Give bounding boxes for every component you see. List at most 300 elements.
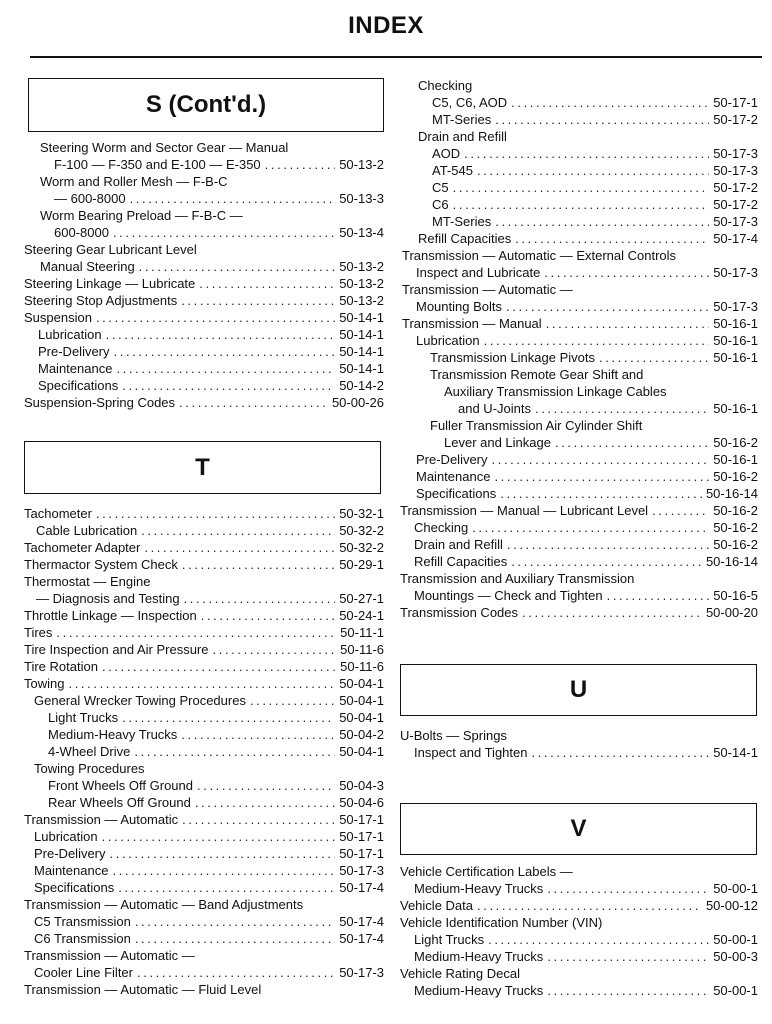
- index-entry: [38, 360, 384, 377]
- page-reference: 50-04-1: [339, 676, 384, 691]
- entry-label: Vehicle Certification Labels —: [400, 864, 573, 879]
- dot-leader: [118, 879, 335, 896]
- page-reference: 50-17-4: [339, 880, 384, 895]
- entry-label: Auxiliary Transmission Linkage Cables: [444, 384, 667, 399]
- dot-leader: [484, 332, 710, 349]
- entry-label: Drain and Refill: [414, 537, 503, 552]
- page-reference: 50-00-3: [713, 949, 758, 964]
- dot-leader: [144, 539, 335, 556]
- dot-leader: [135, 913, 335, 930]
- page-reference: 50-17-3: [713, 265, 758, 280]
- page-reference: 50-17-2: [713, 112, 758, 127]
- entry-label: Towing: [24, 676, 65, 691]
- dot-leader: [112, 862, 335, 879]
- dot-leader: [114, 343, 336, 360]
- dot-leader: [495, 111, 709, 128]
- page-reference: 50-17-4: [339, 914, 384, 929]
- page-reference: 50-13-2: [339, 157, 384, 172]
- entry-label: Drain and Refill: [418, 129, 507, 144]
- entry-label: Vehicle Identification Number (VIN): [400, 915, 603, 930]
- dot-leader: [599, 349, 709, 366]
- entry-label: 4-Wheel Drive: [48, 744, 131, 759]
- dot-leader: [507, 536, 709, 553]
- index-entry: [414, 931, 758, 948]
- index-entry: [444, 434, 758, 451]
- dot-leader: [199, 275, 335, 292]
- index-entry: [34, 913, 384, 930]
- index-entry: [430, 417, 642, 434]
- entry-label: C5: [432, 180, 449, 195]
- page-reference: 50-14-1: [339, 344, 384, 359]
- index-entry: [432, 179, 758, 196]
- index-entry: [24, 947, 195, 964]
- index-entry: [414, 744, 758, 761]
- entry-label: C6: [432, 197, 449, 212]
- dot-leader: [515, 230, 709, 247]
- index-entry: [34, 930, 384, 947]
- index-entry: [36, 590, 384, 607]
- page-reference: 50-00-1: [713, 932, 758, 947]
- entry-label: General Wrecker Towing Procedures: [34, 693, 246, 708]
- index-entry: [54, 156, 384, 173]
- entry-label: Checking: [418, 78, 473, 93]
- entry-label: U-Bolts — Springs: [400, 728, 507, 743]
- dot-leader: [102, 828, 336, 845]
- dot-leader: [511, 553, 702, 570]
- index-entry: [400, 965, 520, 982]
- dot-leader: [102, 658, 336, 675]
- dot-leader: [122, 377, 335, 394]
- index-entry: [400, 863, 573, 880]
- dot-leader: [139, 258, 336, 275]
- dot-leader: [607, 587, 710, 604]
- entry-label: and U-Joints: [458, 401, 531, 416]
- dot-leader: [130, 190, 336, 207]
- index-entry: [458, 400, 758, 417]
- index-entry: [34, 862, 384, 879]
- index-entry: [40, 207, 243, 224]
- index-entry: [24, 981, 261, 998]
- page-reference: 50-17-3: [339, 965, 384, 980]
- index-entry: [418, 230, 758, 247]
- entry-label: Worm and Roller Mesh — F-B-C: [40, 174, 228, 189]
- entry-label: Maintenance: [416, 469, 491, 484]
- dot-leader: [197, 777, 335, 794]
- entry-label: Tachometer Adapter: [24, 540, 141, 555]
- entry-label: Worm Bearing Preload — F-B-C —: [40, 208, 243, 223]
- entry-label: C5 Transmission: [34, 914, 131, 929]
- entry-label: Vehicle Data: [400, 898, 473, 913]
- section-header-t: T: [24, 441, 381, 494]
- page-reference: 50-13-4: [339, 225, 384, 240]
- page-reference: 50-04-2: [339, 727, 384, 742]
- entry-label: Transmission — Automatic —: [24, 948, 195, 963]
- dot-leader: [531, 744, 709, 761]
- index-entry: [24, 556, 384, 573]
- page-reference: 50-17-3: [339, 863, 384, 878]
- dot-leader: [511, 94, 709, 111]
- index-entry: [54, 190, 384, 207]
- entry-label: Transmission — Manual: [402, 316, 542, 331]
- index-entry: [24, 624, 384, 641]
- page-reference: 50-32-1: [339, 506, 384, 521]
- page-reference: 50-00-20: [705, 605, 758, 620]
- page-reference: 50-11-6: [340, 659, 384, 674]
- dot-leader: [195, 794, 335, 811]
- page-reference: 50-17-1: [339, 812, 384, 827]
- entry-label: Steering Linkage — Lubricate: [24, 276, 196, 291]
- entry-label: Manual Steering: [40, 259, 135, 274]
- index-entry: [48, 777, 384, 794]
- page-reference: 50-17-2: [713, 180, 758, 195]
- page-reference: 50-16-2: [713, 435, 758, 450]
- entry-label: Specifications: [38, 378, 119, 393]
- entry-label: Refill Capacities: [418, 231, 512, 246]
- entry-label: AT-545: [432, 163, 473, 178]
- index-entry: [38, 377, 384, 394]
- dot-leader: [492, 451, 710, 468]
- entry-label: Light Trucks: [48, 710, 119, 725]
- entry-label: Transmission — Automatic — External Controls: [402, 248, 677, 263]
- page-reference: 50-16-1: [713, 333, 758, 348]
- entry-label: Cable Lubrication: [36, 523, 138, 538]
- page-reference: 50-04-6: [339, 795, 384, 810]
- index-entry: [430, 366, 643, 383]
- dot-leader: [182, 811, 335, 828]
- entry-label: Suspension: [24, 310, 92, 325]
- dot-leader: [137, 964, 335, 981]
- section-header-u: U: [400, 664, 757, 716]
- dot-leader: [106, 326, 336, 343]
- index-entry: [416, 332, 758, 349]
- page-reference: 50-16-1: [713, 401, 758, 416]
- dot-leader: [96, 505, 335, 522]
- index-entry: [416, 451, 758, 468]
- entry-label: Tire Inspection and Air Pressure: [24, 642, 209, 657]
- entry-label: Fuller Transmission Air Cylinder Shift: [430, 418, 643, 433]
- dot-leader: [113, 224, 335, 241]
- index-entry: [416, 485, 758, 502]
- dot-leader: [135, 930, 335, 947]
- dot-leader: [179, 394, 328, 411]
- index-entry: [414, 982, 758, 999]
- index-entry: [430, 349, 758, 366]
- index-entry: [48, 726, 384, 743]
- entry-label: Thermactor System Check: [24, 557, 178, 572]
- index-entry: [34, 692, 384, 709]
- index-entry: [24, 241, 197, 258]
- page-reference: 50-00-26: [331, 395, 384, 410]
- entry-label: Rear Wheels Off Ground: [48, 795, 191, 810]
- index-entry: [24, 641, 384, 658]
- index-entry: [24, 275, 384, 292]
- dot-leader: [464, 145, 709, 162]
- entry-label: — 600-8000: [54, 191, 126, 206]
- index-entry: [432, 213, 758, 230]
- entry-label: Light Trucks: [414, 932, 485, 947]
- index-entry: [444, 383, 667, 400]
- entry-label: Transmission and Auxiliary Transmission: [400, 571, 635, 586]
- page-reference: 50-00-12: [705, 898, 758, 913]
- entry-label: MT-Series: [432, 112, 492, 127]
- dot-leader: [477, 162, 709, 179]
- section-header-v: V: [400, 803, 757, 855]
- entry-label: Medium-Heavy Trucks: [48, 727, 178, 742]
- page-reference: 50-13-2: [339, 276, 384, 291]
- page-reference: 50-04-1: [339, 693, 384, 708]
- entry-label: F-100 — F-350 and E-100 — E-350: [54, 157, 261, 172]
- entry-label: Specifications: [34, 880, 115, 895]
- index-entry: [54, 224, 384, 241]
- index-entry: [24, 675, 384, 692]
- entry-label: Lubrication: [34, 829, 98, 844]
- entry-label: Lever and Linkage: [444, 435, 551, 450]
- entry-label: Checking: [414, 520, 469, 535]
- dot-leader: [184, 590, 336, 607]
- section-header-s: S (Cont'd.): [28, 78, 384, 132]
- index-entry: [38, 343, 384, 360]
- page-reference: 50-13-2: [339, 259, 384, 274]
- dot-leader: [477, 897, 702, 914]
- page-reference: 50-16-1: [713, 452, 758, 467]
- dot-leader: [547, 948, 709, 965]
- entry-label: Pre-Delivery: [416, 452, 488, 467]
- entry-label: Tires: [24, 625, 53, 640]
- entry-label: Medium-Heavy Trucks: [414, 949, 544, 964]
- index-entry: [402, 247, 676, 264]
- dot-leader: [201, 607, 335, 624]
- index-entry: [414, 587, 758, 604]
- index-entry: [432, 162, 758, 179]
- page-reference: 50-17-1: [713, 95, 758, 110]
- index-entry: [402, 281, 573, 298]
- entry-label: Tire Rotation: [24, 659, 98, 674]
- dot-leader: [68, 675, 335, 692]
- page-reference: 50-16-14: [705, 486, 758, 501]
- index-entry: [34, 845, 384, 862]
- index-entry: [400, 727, 507, 744]
- page-reference: 50-14-2: [339, 378, 384, 393]
- page-reference: 50-14-1: [339, 361, 384, 376]
- page-reference: 50-17-3: [713, 299, 758, 314]
- page-reference: 50-14-1: [713, 745, 758, 760]
- dot-leader: [547, 982, 709, 999]
- entry-label: Throttle Linkage — Inspection: [24, 608, 197, 623]
- dot-leader: [472, 519, 709, 536]
- entry-label: Medium-Heavy Trucks: [414, 983, 544, 998]
- index-entry: [418, 128, 507, 145]
- page-reference: 50-16-14: [705, 554, 758, 569]
- page-reference: 50-32-2: [339, 523, 384, 538]
- title-rule: [30, 56, 762, 58]
- entry-label: Thermostat — Engine: [24, 574, 151, 589]
- dot-leader: [555, 434, 709, 451]
- entry-label: Transmission Remote Gear Shift and: [430, 367, 644, 382]
- dot-leader: [546, 315, 710, 332]
- page-reference: 50-11-1: [340, 625, 384, 640]
- entry-label: 600-8000: [54, 225, 109, 240]
- page-reference: 50-11-6: [340, 642, 384, 657]
- page-reference: 50-16-2: [713, 469, 758, 484]
- entry-label: Mounting Bolts: [416, 299, 502, 314]
- entry-label: Transmission Codes: [400, 605, 519, 620]
- dot-leader: [116, 360, 335, 377]
- page-reference: 50-16-2: [713, 520, 758, 535]
- entry-label: Transmission — Automatic: [24, 812, 179, 827]
- dot-leader: [535, 400, 709, 417]
- page-reference: 50-04-1: [339, 744, 384, 759]
- dot-leader: [134, 743, 335, 760]
- entry-label: Mountings — Check and Tighten: [414, 588, 603, 603]
- dot-leader: [494, 468, 709, 485]
- entry-label: C5, C6, AOD: [432, 95, 508, 110]
- page-reference: 50-17-3: [713, 146, 758, 161]
- index-entry: [432, 145, 758, 162]
- index-entry: [24, 394, 384, 411]
- entry-label: C6 Transmission: [34, 931, 131, 946]
- entry-label: AOD: [432, 146, 461, 161]
- index-entry: [24, 292, 384, 309]
- index-entry: [400, 604, 758, 621]
- entry-label: Tachometer: [24, 506, 92, 521]
- entry-label: Specifications: [416, 486, 497, 501]
- index-entry: [24, 573, 150, 590]
- entry-label: Pre-Delivery: [38, 344, 110, 359]
- index-entry: [414, 519, 758, 536]
- entry-label: Steering Gear Lubricant Level: [24, 242, 197, 257]
- index-entry: [34, 828, 384, 845]
- page-title: INDEX: [348, 12, 424, 39]
- index-entry: [402, 315, 758, 332]
- entry-label: Transmission Linkage Pivots: [430, 350, 595, 365]
- dot-leader: [506, 298, 709, 315]
- dot-leader: [181, 292, 335, 309]
- entry-label: MT-Series: [432, 214, 492, 229]
- dot-leader: [453, 179, 710, 196]
- entry-label: Transmission — Automatic — Fluid Level: [24, 982, 262, 997]
- dot-leader: [96, 309, 335, 326]
- index-entry: [24, 505, 384, 522]
- dot-leader: [110, 845, 336, 862]
- index-entry: [400, 570, 634, 587]
- index-entry: [34, 760, 145, 777]
- dot-leader: [141, 522, 335, 539]
- page-reference: 50-27-1: [339, 591, 384, 606]
- entry-label: Front Wheels Off Ground: [48, 778, 193, 793]
- index-entry: [400, 897, 758, 914]
- index-entry: [48, 709, 384, 726]
- dot-leader: [213, 641, 337, 658]
- index-entry: [24, 309, 384, 326]
- dot-leader: [495, 213, 709, 230]
- dot-leader: [488, 931, 709, 948]
- page-reference: 50-17-4: [713, 231, 758, 246]
- index-entry: [34, 879, 384, 896]
- page-reference: 50-24-1: [339, 608, 384, 623]
- dot-leader: [547, 880, 709, 897]
- page-reference: 50-17-3: [713, 163, 758, 178]
- page-reference: 50-17-3: [713, 214, 758, 229]
- index-entry: [432, 196, 758, 213]
- index-entry: [40, 173, 228, 190]
- dot-leader: [56, 624, 336, 641]
- index-entry: [24, 896, 303, 913]
- page-reference: 50-04-1: [339, 710, 384, 725]
- dot-leader: [122, 709, 335, 726]
- page-reference: 50-04-3: [339, 778, 384, 793]
- index-entry: [400, 914, 602, 931]
- entry-label: Inspect and Lubricate: [416, 265, 541, 280]
- entry-label: Medium-Heavy Trucks: [414, 881, 544, 896]
- entry-label: Towing Procedures: [34, 761, 145, 776]
- page-reference: 50-14-1: [339, 310, 384, 325]
- entry-label: — Diagnosis and Testing: [36, 591, 180, 606]
- index-entry: [400, 502, 758, 519]
- page-reference: 50-17-1: [339, 846, 384, 861]
- page-reference: 50-17-2: [713, 197, 758, 212]
- dot-leader: [544, 264, 709, 281]
- entry-label: Inspect and Tighten: [414, 745, 528, 760]
- entry-label: Transmission — Manual — Lubricant Level: [400, 503, 649, 518]
- entry-label: Lubrication: [38, 327, 102, 342]
- index-entry: [24, 811, 384, 828]
- entry-label: Refill Capacities: [414, 554, 508, 569]
- entry-label: Steering Worm and Sector Gear — Manual: [40, 140, 289, 155]
- entry-label: Maintenance: [34, 863, 109, 878]
- index-entry: [432, 94, 758, 111]
- entry-label: Pre-Delivery: [34, 846, 106, 861]
- index-entry: [24, 607, 384, 624]
- index-entry: [418, 77, 472, 94]
- index-entry: [414, 880, 758, 897]
- index-entry: [24, 539, 384, 556]
- entry-label: Maintenance: [38, 361, 113, 376]
- index-entry: [36, 522, 384, 539]
- index-entry: [48, 743, 384, 760]
- entry-label: Transmission — Automatic — Band Adjustments: [24, 897, 304, 912]
- index-entry: [48, 794, 384, 811]
- entry-label: Cooler Line Filter: [34, 965, 133, 980]
- page-reference: 50-32-2: [339, 540, 384, 555]
- dot-leader: [265, 156, 336, 173]
- page-reference: 50-14-1: [339, 327, 384, 342]
- dot-leader: [182, 556, 335, 573]
- page-reference: 50-16-2: [713, 503, 758, 518]
- page-reference: 50-13-2: [339, 293, 384, 308]
- index-entry: [40, 258, 384, 275]
- dot-leader: [181, 726, 335, 743]
- page-reference: 50-13-3: [339, 191, 384, 206]
- index-entry: [432, 111, 758, 128]
- index-entry: [40, 139, 288, 156]
- index-entry: [416, 264, 758, 281]
- index-entry: [414, 536, 758, 553]
- page-reference: 50-00-1: [713, 881, 758, 896]
- entry-label: Transmission — Automatic —: [402, 282, 573, 297]
- index-entry: [24, 658, 384, 675]
- page-reference: 50-16-5: [713, 588, 758, 603]
- entry-label: Vehicle Rating Decal: [400, 966, 520, 981]
- index-entry: [414, 553, 758, 570]
- index-entry: [34, 964, 384, 981]
- index-entry: [416, 298, 758, 315]
- entry-label: Lubrication: [416, 333, 480, 348]
- page-reference: 50-00-1: [713, 983, 758, 998]
- index-entry: [416, 468, 758, 485]
- page-reference: 50-16-1: [713, 316, 758, 331]
- index-entry: [38, 326, 384, 343]
- index-entry: [414, 948, 758, 965]
